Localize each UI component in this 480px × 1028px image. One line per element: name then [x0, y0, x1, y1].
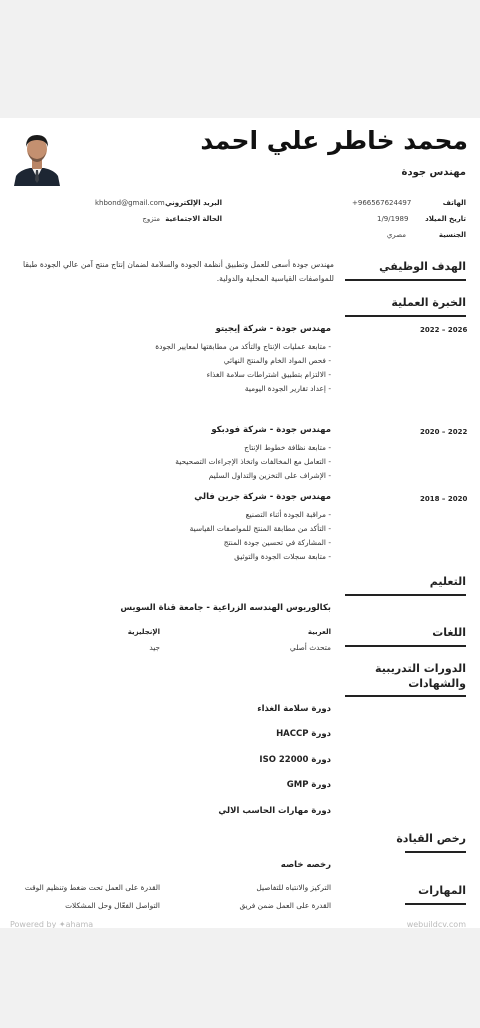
language-name: الإنجليزية: [127, 628, 160, 636]
marital-value: متزوج: [142, 215, 160, 223]
resume-page: [0, 118, 480, 928]
license-divider: [405, 851, 466, 853]
job-title: مهندس جودة: [401, 167, 466, 178]
phone-label: الهاتف: [442, 199, 466, 207]
skill-item: التركيز والانتباه للتفاصيل: [256, 883, 331, 892]
job-bullet: - مراقبة الجودة أثناء التصنيع: [245, 510, 331, 519]
skills-divider: [405, 903, 466, 905]
job-bullet: - التأكد من مطابقة المنتج للمواصفات القياسية: [189, 524, 331, 533]
job-dates: 2022 – 2026: [420, 326, 468, 334]
job-bullet: - متابعة سجلات الجودة والتوثيق: [234, 552, 331, 561]
courses-heading-line2: والشهادات: [408, 677, 466, 690]
nationality-label: الجنسية: [438, 231, 466, 239]
languages-heading: اللغات: [432, 626, 466, 639]
email-value: khbond@gmail.com: [95, 199, 165, 207]
languages-divider: [345, 645, 466, 647]
courses-heading: الدورات التدريبية: [375, 662, 466, 675]
footer-powered-by: Powered by ✦ahama: [10, 920, 94, 928]
objective-text: مهندس جودة أسعى للعمل وتطبيق أنظمة الجودة والسلامة لضمان إنتاج منتج آمن عالي الجودة طبقا للمواصفات القياسية المحلية والدولية.: [23, 260, 334, 283]
license-heading: رخص القيادة: [396, 832, 466, 845]
birth-value: 1/9/1989: [377, 215, 409, 223]
phone-value: +966567624497: [352, 199, 412, 207]
skill-item: التواصل الفعّال وحل المشكلات: [65, 901, 160, 910]
license-value: رخصه خاصه: [280, 860, 331, 870]
experience-divider: [345, 315, 466, 317]
job-bullet: - الالتزام بتطبيق اشتراطات سلامة الغذاء: [206, 370, 331, 379]
skill-item: القدرة على العمل ضمن فريق: [239, 901, 331, 910]
job-title: مهندس جودة - شركة فودبكو: [211, 425, 331, 435]
language-name: العربية: [307, 628, 331, 636]
course-item: دورة مهارات الحاسب الالي: [218, 806, 331, 816]
courses-divider: [345, 695, 466, 697]
job-dates: 2020 – 2022: [420, 428, 468, 436]
profile-photo: [10, 128, 64, 186]
education-heading: التعليم: [429, 575, 466, 588]
course-item: دورة GMP: [286, 780, 331, 790]
job-bullet: - المشاركة في تحسين جودة المنتج: [223, 538, 331, 547]
job-dates: 2018 – 2020: [420, 495, 468, 503]
job-bullet: - الإشراف على التخزين والتداول السليم: [208, 471, 331, 480]
footer-site: webuildcv.com: [406, 920, 466, 928]
job-bullet: - التعامل مع المخالفات واتخاذ الإجراءات التصحيحية: [175, 457, 331, 466]
job-title: مهندس جودة - شركة جرين فالي: [194, 492, 331, 502]
skills-heading: المهارات: [418, 884, 466, 897]
language-level: جيد: [149, 643, 160, 652]
language-level: متحدث أصلي: [289, 643, 331, 652]
course-item: دورة HACCP: [276, 729, 331, 739]
job-bullet: - فحص المواد الخام والمنتج النهائي: [223, 356, 331, 365]
course-item: دورة ISO 22000: [259, 755, 331, 765]
email-label: البريد الإلكتروني: [165, 199, 222, 207]
job-bullet: - إعداد تقارير الجودة اليومية: [244, 384, 331, 393]
birth-label: تاريخ الميلاد: [425, 215, 466, 223]
experience-heading: الخبرة العملية: [391, 296, 466, 309]
objective-divider: [345, 279, 466, 281]
nationality-value: مصري: [386, 231, 406, 239]
candidate-name: محمد خاطر علي احمد: [200, 126, 468, 155]
skill-item: القدرة على العمل تحت ضغط وتنظيم الوقت: [24, 883, 160, 892]
job-title: مهندس جودة - شركة إيجيتو: [215, 324, 331, 334]
job-bullet: - متابعة عمليات الإنتاج والتأكد من مطابقتها لمعايير الجودة: [155, 342, 331, 351]
job-bullet: - متابعة نظافة خطوط الإنتاج: [244, 443, 331, 452]
objective-heading: الهدف الوظيفي: [379, 260, 466, 273]
education-divider: [345, 594, 466, 596]
education-degree: بكالوريوس الهندسه الزراعية - جامعة قناة السويس: [120, 603, 331, 613]
course-item: دورة سلامة الغذاء: [257, 704, 331, 714]
marital-label: الحالة الاجتماعية: [165, 215, 222, 223]
